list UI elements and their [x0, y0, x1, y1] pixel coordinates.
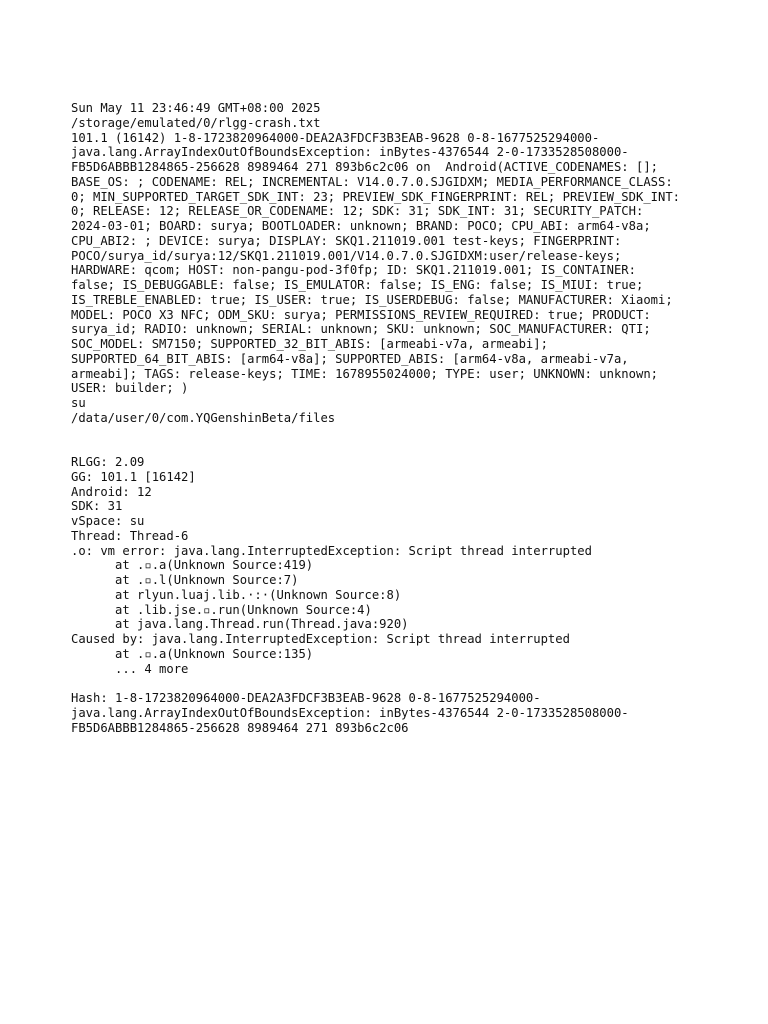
device-info-line: 101.1 (16142) 1-8-1723820964000-DEA2A3FDCF3B3EAB-9628 0-8-1677525294000-	[71, 130, 600, 145]
android-version-line: Android: 12	[71, 484, 152, 499]
device-info-line: IS_TREBLE_ENABLED: true; IS_USER: true; IS_USERDEBUG: false; MANUFACTURER: Xiaomi;	[71, 292, 673, 307]
device-info-line: BASE_OS: ; CODENAME: REL; INCREMENTAL: V14.0.7.0.SJGIDXM; MEDIA_PERFORMANCE_CLASS:	[71, 174, 673, 189]
more-frames-line: ... 4 more	[71, 661, 189, 676]
sdk-line: SDK: 31	[71, 499, 123, 514]
vspace-line: vSpace: su	[71, 514, 145, 528]
device-info-line: SOC_MODEL: SM7150; SUPPORTED_32_BIT_ABIS: [armeabi-v7a, armeabi];	[71, 337, 548, 351]
files-path-line: /data/user/0/com.YQGenshinBeta/files	[71, 410, 336, 425]
caused-by-line: Caused by: java.lang.InterruptedException: Script thread interrupted	[71, 632, 570, 646]
timestamp-line: Sun May 11 23:46:49 GMT+08:00 2025	[71, 101, 321, 115]
stack-frame-line: at rlyun.luaj.lib.·:·(Unknown Source:8)	[71, 587, 402, 602]
device-info-line: POCO/surya_id/surya:12/SKQ1.211019.001/V14.0.7.0.SJGIDXM:user/release-keys;	[71, 248, 622, 263]
blank-line	[71, 426, 751, 441]
rlgg-version-line: RLGG: 2.09	[71, 455, 145, 469]
stack-frame-line: at .▫.l(Unknown Source:7)	[71, 573, 299, 587]
hash-line: FB5D6ABBB1284865-256628 8989464 271 893b6c2c06	[71, 720, 409, 735]
device-info-line: false; IS_DEBUGGABLE: false; IS_EMULATOR: false; IS_ENG: false; IS_MIUI: true;	[71, 278, 644, 292]
blank-line	[71, 440, 751, 455]
device-info-line: java.lang.ArrayIndexOutOfBoundsException: inBytes-4376544 2-0-1733528508000-	[71, 145, 629, 160]
gg-version-line: GG: 101.1 [16142]	[71, 469, 196, 484]
stack-frame-line: at .lib.jse.▫.run(Unknown Source:4)	[71, 602, 372, 617]
su-line: su	[71, 396, 86, 410]
stack-frame-line: at java.lang.Thread.run(Thread.java:920)	[71, 617, 409, 632]
stack-trace-block	[71, 544, 751, 677]
device-info-line: armeabi]; TAGS: release-keys; TIME: 1678955024000; TYPE: user; UNKNOWN: unknown;	[71, 366, 658, 381]
hash-line: java.lang.ArrayIndexOutOfBoundsException: inBytes-4376544 2-0-1733528508000-	[71, 705, 629, 720]
thread-line: Thread: Thread-6	[71, 528, 189, 543]
version-info-block	[71, 455, 751, 544]
crash-header-block	[71, 101, 751, 426]
hash-line: Hash: 1-8-1723820964000-DEA2A3FDCF3B3EAB-9628 0-8-1677525294000-	[71, 691, 541, 705]
device-info-line: USER: builder; )	[71, 381, 189, 396]
hash-block	[71, 691, 751, 735]
error-line: .o: vm error: java.lang.InterruptedException: Script thread interrupted	[71, 543, 592, 558]
device-info-line: surya_id; RADIO: unknown; SERIAL: unknown; SKU: unknown; SOC_MANUFACTURER: QTI;	[71, 322, 651, 337]
device-info-line: SUPPORTED_64_BIT_ABIS: [arm64-v8a]; SUPPORTED_ABIS: [arm64-v8a, armeabi-v7a,	[71, 351, 629, 366]
device-info-line: 0; RELEASE: 12; RELEASE_OR_CODENAME: 12; SDK: 31; SDK_INT: 31; SECURITY_PATCH:	[71, 204, 644, 219]
stack-frame-line: at .▫.a(Unknown Source:419)	[71, 558, 314, 573]
crash-log-document	[71, 101, 751, 735]
device-info-line: FB5D6ABBB1284865-256628 8989464 271 893b6c2c06 on Android(ACTIVE_CODENAMES: [];	[71, 160, 658, 174]
stack-frame-line: at .▫.a(Unknown Source:135)	[71, 646, 314, 661]
device-info-line: 0; MIN_SUPPORTED_TARGET_SDK_INT: 23; PREVIEW_SDK_FINGERPRINT: REL; PREVIEW_SDK_INT:	[71, 189, 681, 204]
blank-line	[71, 676, 751, 691]
device-info-line: HARDWARE: qcom; HOST: non-pangu-pod-3f0fp; ID: SKQ1.211019.001; IS_CONTAINER:	[71, 263, 636, 278]
file-path-line: /storage/emulated/0/rlgg-crash.txt	[71, 115, 321, 130]
device-info-line: MODEL: POCO X3 NFC; ODM_SKU: surya; PERMISSIONS_REVIEW_REQUIRED: true; PRODUCT:	[71, 307, 651, 322]
device-info-line: 2024-03-01; BOARD: surya; BOOTLOADER: unknown; BRAND: POCO; CPU_ABI: arm64-v8a;	[71, 219, 651, 233]
device-info-line: CPU_ABI2: ; DEVICE: surya; DISPLAY: SKQ1.211019.001 test-keys; FINGERPRINT:	[71, 233, 622, 248]
